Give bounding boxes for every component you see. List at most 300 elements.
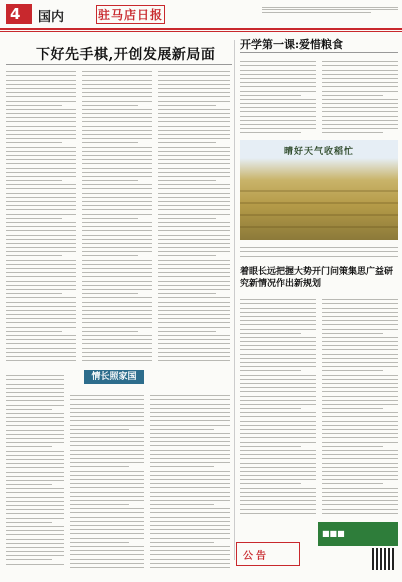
text-line (322, 375, 398, 376)
text-line (6, 310, 76, 311)
text-line (322, 132, 383, 133)
text-line (322, 61, 398, 62)
text-line (158, 155, 230, 156)
text-line (82, 264, 152, 265)
text-line (6, 442, 64, 443)
text-line (6, 438, 64, 439)
text-line (150, 475, 230, 476)
text-line (82, 176, 152, 177)
text-line (70, 517, 144, 518)
text-line (6, 360, 76, 361)
text-line (322, 324, 398, 325)
text-line (82, 247, 152, 248)
text-line (240, 329, 316, 330)
text-line (322, 437, 398, 438)
text-line (322, 349, 398, 350)
text-line (150, 412, 230, 413)
text-line (240, 442, 316, 443)
text-line (158, 117, 230, 118)
text-line (158, 327, 230, 328)
text-line (6, 509, 64, 510)
text-line (322, 337, 398, 338)
text-line (6, 180, 62, 181)
text-line (150, 508, 230, 509)
text-line (158, 268, 230, 269)
text-line (158, 138, 230, 139)
text-line (6, 105, 62, 106)
text-line (158, 247, 230, 248)
text-line (82, 322, 152, 323)
masthead (96, 5, 165, 24)
text-line (82, 121, 152, 122)
photo-caption (240, 244, 398, 260)
text-line (6, 168, 76, 169)
text-line (6, 375, 64, 376)
text-line (240, 299, 316, 300)
notice-box (236, 542, 300, 566)
right-article-title: 开学第一课:爱惜粮食 (240, 38, 344, 51)
text-line (6, 501, 64, 502)
text-line (150, 521, 230, 522)
text-line (6, 193, 76, 194)
text-line (6, 413, 64, 414)
text-line (6, 247, 76, 248)
text-line (322, 70, 398, 71)
main-article-col-1 (6, 68, 76, 368)
text-line (82, 285, 152, 286)
text-line (6, 555, 64, 556)
text-line (6, 384, 64, 385)
text-line (150, 441, 230, 442)
text-line (322, 111, 398, 112)
text-line (82, 142, 138, 143)
text-line (6, 352, 76, 353)
text-line (70, 433, 144, 434)
text-line (322, 454, 398, 455)
text-line (158, 109, 230, 110)
text-line (158, 105, 216, 106)
text-line (82, 302, 152, 303)
text-line (240, 111, 316, 112)
text-line (240, 387, 316, 388)
text-line (6, 392, 64, 393)
text-line (70, 533, 144, 534)
text-line (322, 303, 398, 304)
text-line (150, 462, 230, 463)
second-article-col-2 (322, 296, 398, 516)
text-line (322, 479, 398, 480)
text-line (6, 430, 64, 431)
text-line (70, 412, 144, 413)
text-line (158, 197, 230, 198)
text-line (150, 458, 230, 459)
text-line (158, 318, 230, 319)
header-rule-thin (0, 31, 402, 32)
text-line (82, 293, 138, 294)
text-line (158, 184, 230, 185)
text-line (6, 451, 64, 452)
text-line (6, 163, 76, 164)
text-line (6, 251, 76, 252)
second-article-title: 着眼长远把握大势开门问策集思广益研究新情况作出新规划 (240, 267, 394, 289)
text-line (82, 80, 152, 81)
text-line (70, 554, 144, 555)
text-line (82, 172, 152, 173)
text-line (6, 343, 76, 344)
text-line (6, 513, 64, 514)
field-row (240, 226, 398, 228)
text-line (322, 408, 383, 409)
main-headline: 下好先手棋,开创发展新局面 (36, 47, 216, 63)
text-line (6, 268, 76, 269)
text-line (82, 151, 152, 152)
text-line (322, 354, 398, 355)
text-line (70, 445, 144, 446)
text-line (6, 297, 76, 298)
text-line (158, 310, 230, 311)
qr-code (372, 548, 394, 570)
text-line (150, 487, 230, 488)
text-line (82, 138, 152, 139)
text-line (70, 466, 129, 467)
text-line (6, 322, 76, 323)
text-line (82, 276, 152, 277)
text-line (6, 409, 52, 410)
text-line (6, 134, 76, 135)
text-line (82, 193, 152, 194)
text-line (158, 159, 230, 160)
text-line (322, 95, 383, 96)
text-line (150, 500, 230, 501)
text-line (158, 306, 230, 307)
text-line (6, 488, 64, 489)
text-line (158, 193, 230, 194)
text-line (6, 302, 76, 303)
text-line (6, 318, 76, 319)
text-line (6, 293, 62, 294)
text-line (158, 71, 230, 72)
text-line (6, 356, 76, 357)
text-line (240, 379, 316, 380)
text-line (158, 293, 216, 294)
text-line (240, 316, 316, 317)
text-line (82, 159, 152, 160)
text-line (240, 504, 316, 505)
text-line (150, 533, 230, 534)
text-line (82, 184, 152, 185)
text-line (322, 492, 398, 493)
text-line (158, 201, 230, 202)
text-line (322, 400, 398, 401)
text-line (322, 103, 398, 104)
text-line (82, 155, 152, 156)
text-line (322, 391, 398, 392)
text-line (82, 318, 152, 319)
text-line (158, 264, 230, 265)
text-line (6, 564, 64, 565)
text-line (6, 463, 64, 464)
text-line (322, 446, 383, 447)
text-line (70, 471, 144, 472)
text-line (240, 450, 316, 451)
text-line (150, 471, 230, 472)
text-line (240, 496, 316, 497)
text-line (158, 339, 230, 340)
text-line (240, 78, 316, 79)
text-line (70, 500, 144, 501)
text-line (322, 65, 398, 66)
second-article-col-1 (240, 296, 316, 516)
text-line (158, 147, 230, 148)
text-line (82, 235, 152, 236)
text-line (82, 339, 152, 340)
text-line (158, 235, 230, 236)
section-name: 国内 (38, 10, 65, 25)
text-line (158, 151, 230, 152)
text-line (322, 463, 398, 464)
text-line (150, 559, 230, 560)
text-line (240, 391, 316, 392)
text-line (70, 395, 144, 396)
text-line (322, 299, 398, 300)
text-line (322, 387, 398, 388)
text-line (82, 260, 152, 261)
text-line (240, 256, 398, 257)
page-number: 4 (6, 4, 32, 24)
text-line (150, 529, 230, 530)
text-line (240, 416, 316, 417)
text-line (6, 285, 76, 286)
text-line (82, 239, 152, 240)
text-line (6, 130, 76, 131)
text-line (150, 483, 230, 484)
text-line (158, 168, 230, 169)
dateline-block (262, 5, 398, 14)
text-line (6, 400, 64, 401)
text-line (150, 496, 230, 497)
text-line (70, 567, 144, 568)
text-line (322, 442, 398, 443)
text-line (70, 404, 144, 405)
text-line (70, 420, 144, 421)
text-line (240, 128, 316, 129)
text-line (82, 84, 152, 85)
text-line (6, 534, 64, 535)
text-line (240, 509, 316, 510)
text-line (6, 138, 76, 139)
text-line (6, 492, 64, 493)
text-line (240, 471, 316, 472)
text-line (6, 472, 64, 473)
text-line (158, 314, 230, 315)
text-line (150, 399, 230, 400)
text-line (6, 480, 64, 481)
text-line (150, 504, 214, 505)
text-line (150, 525, 230, 526)
text-line (322, 450, 398, 451)
text-line (82, 205, 152, 206)
text-line (82, 331, 138, 332)
text-line (240, 433, 316, 434)
text-line (322, 404, 398, 405)
masthead-name: 驻马店日报 (96, 5, 165, 24)
text-line (240, 61, 316, 62)
text-line (70, 504, 129, 505)
text-line (6, 526, 64, 527)
text-line (158, 134, 230, 135)
text-line (240, 103, 316, 104)
text-line (6, 505, 64, 506)
text-line (240, 479, 316, 480)
text-line (240, 324, 316, 325)
text-line (82, 201, 152, 202)
text-line (70, 425, 144, 426)
text-line (6, 159, 76, 160)
text-line (6, 230, 76, 231)
text-line (82, 222, 152, 223)
text-line (322, 500, 398, 501)
text-line (240, 492, 316, 493)
text-line (150, 395, 230, 396)
text-line (240, 513, 316, 514)
text-line (6, 467, 64, 468)
text-line (322, 124, 398, 125)
text-line (240, 337, 316, 338)
text-line (82, 117, 152, 118)
text-line (240, 467, 316, 468)
text-line (150, 425, 230, 426)
text-line (82, 360, 152, 361)
text-line (158, 180, 216, 181)
text-line (82, 306, 152, 307)
text-line (240, 483, 301, 484)
text-line (322, 120, 398, 121)
text-line (82, 327, 152, 328)
text-line (82, 251, 152, 252)
text-line (150, 517, 230, 518)
dateline-line (262, 9, 398, 10)
text-line (82, 134, 152, 135)
text-line (240, 358, 316, 359)
column-title-box (66, 370, 156, 386)
text-line (82, 105, 138, 106)
text-line (240, 488, 316, 489)
text-line (158, 75, 230, 76)
text-line (6, 476, 64, 477)
text-line (158, 230, 230, 231)
text-line (6, 101, 76, 102)
text-line (322, 333, 383, 334)
text-line (82, 209, 152, 210)
text-line (150, 437, 230, 438)
text-line (70, 508, 144, 509)
text-line (70, 408, 144, 409)
text-line (6, 188, 76, 189)
photo-title: 晴好天气收稻忙 (283, 147, 354, 157)
text-line (6, 117, 76, 118)
text-line (70, 496, 144, 497)
text-line (6, 484, 52, 485)
text-line (240, 383, 316, 384)
text-line (82, 314, 152, 315)
text-line (82, 168, 152, 169)
text-line (82, 180, 138, 181)
text-line (150, 567, 230, 568)
text-line (240, 132, 301, 133)
text-line (70, 546, 144, 547)
text-line (82, 297, 152, 298)
text-line (322, 416, 398, 417)
text-line (240, 370, 301, 371)
text-line (240, 95, 301, 96)
text-line (240, 116, 316, 117)
text-line (150, 420, 230, 421)
text-line (158, 243, 230, 244)
text-line (322, 91, 398, 92)
text-line (240, 366, 316, 367)
field-row (240, 202, 398, 204)
text-line (6, 84, 76, 85)
text-line (322, 308, 398, 309)
text-line (82, 230, 152, 231)
text-line (6, 547, 64, 548)
text-line (6, 281, 76, 282)
text-line (322, 488, 398, 489)
text-line (6, 172, 76, 173)
column-title: 情长照家国 (84, 370, 144, 384)
text-line (240, 408, 301, 409)
dateline-line (262, 7, 398, 8)
main-article-col-2 (82, 68, 152, 368)
text-line (158, 255, 216, 256)
text-line (150, 546, 230, 547)
text-line (158, 176, 230, 177)
text-line (6, 522, 52, 523)
text-line (240, 82, 316, 83)
text-line (322, 116, 398, 117)
text-line (158, 348, 230, 349)
text-line (70, 441, 144, 442)
text-line (322, 345, 398, 346)
main-article-col-3 (158, 68, 230, 368)
right-article-col-2 (322, 58, 398, 136)
text-line (322, 383, 398, 384)
text-line (322, 509, 398, 510)
text-line (6, 243, 76, 244)
text-line (240, 454, 316, 455)
text-line (6, 226, 76, 227)
field-row (240, 190, 398, 192)
text-line (158, 163, 230, 164)
text-line (6, 314, 76, 315)
text-line (150, 416, 230, 417)
text-line (6, 455, 64, 456)
text-line (82, 289, 152, 290)
text-line (6, 96, 76, 97)
text-line (240, 463, 316, 464)
text-line (6, 425, 64, 426)
text-line (82, 71, 152, 72)
text-line (322, 421, 398, 422)
text-line (158, 276, 230, 277)
text-line (158, 101, 230, 102)
text-line (158, 121, 230, 122)
text-line (82, 188, 152, 189)
text-line (82, 197, 152, 198)
text-line (6, 147, 76, 148)
page-header (0, 0, 402, 30)
text-line (70, 458, 144, 459)
